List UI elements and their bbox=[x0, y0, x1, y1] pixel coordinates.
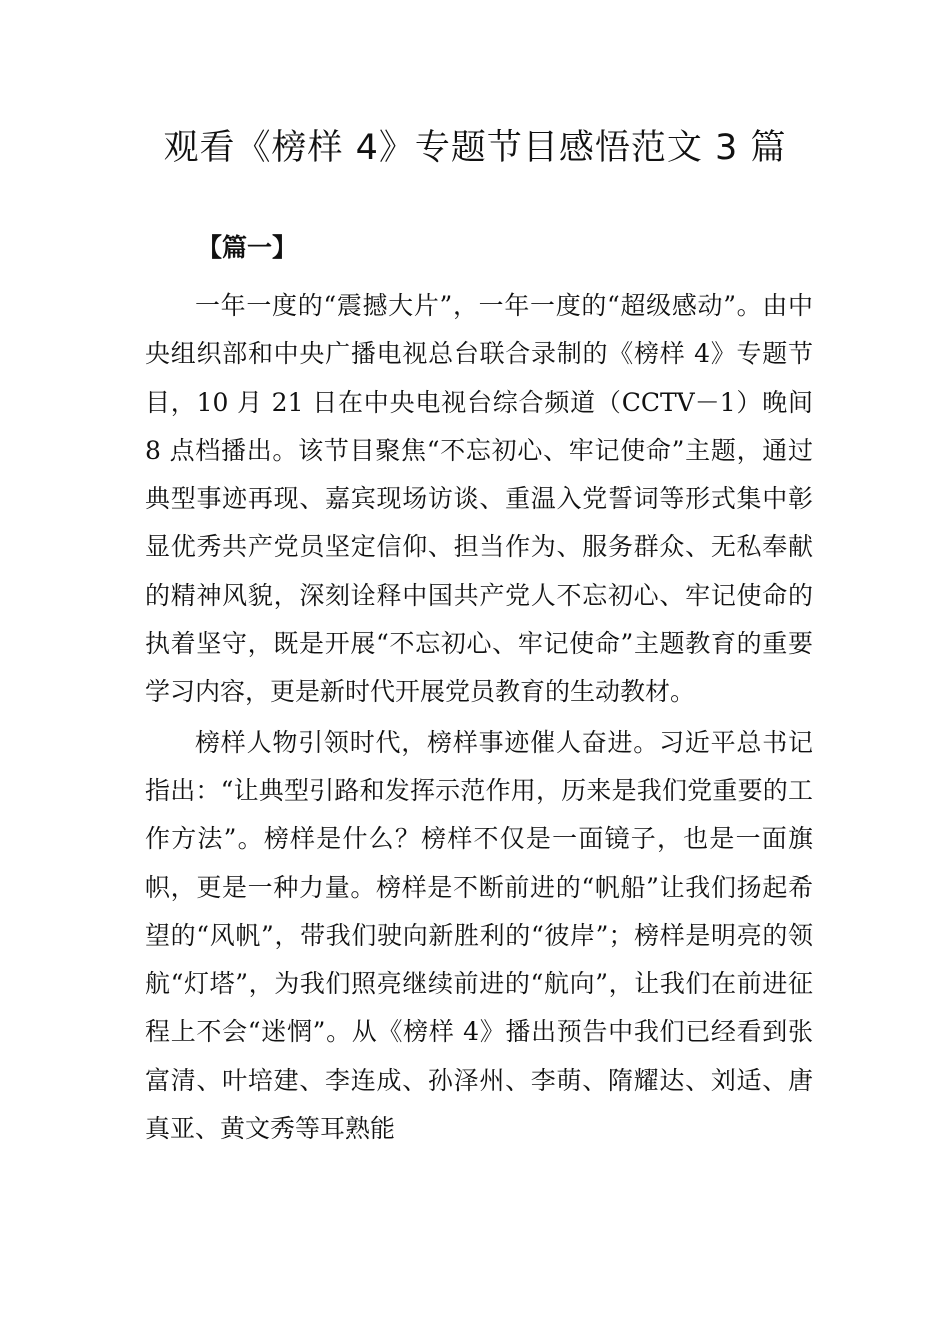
paragraph-1: 一年一度的“震撼大片”，一年一度的“超级感动”。由中央组织部和中央广播电视总台联合录制的《榜样 4》专题节目，10 月 21 日在中央电视台综合频道（CCTV－1）晚间 8 点档播出。该节目聚焦“不忘初心、牢记使命”主题，通过典型事迹再现、嘉宾现场访谈、重温入党誓词等形式集中彰显优秀共产党员坚定信仰、担当作为、服务群众、无私奉献的精神风貌，深刻诠释中国共产党人不忘初心、牢记使命的执着坚守，既是开展“不忘初心、牢记使命”主题教育的重要学习内容，更是新时代开展党员教育的生动教材。 bbox=[145, 291, 813, 707]
document-title: 观看《榜样 4》专题节目感悟范文 3 篇 bbox=[163, 128, 787, 168]
body-text bbox=[145, 254, 813, 1153]
paragraph-2: 榜样人物引领时代，榜样事迹催人奋进。习近平总书记指出：“让典型引路和发挥示范作用，历来是我们党重要的工作方法”。榜样是什么？榜样不仅是一面镜子，也是一面旗帜，更是一种力量。榜样是不断前进的“帆船”让我们扬起希望的“风帆”，带我们驶向新胜利的“彼岸”；榜样是明亮的领航“灯塔”，为我们照亮继续前进的“航向”，让我们在前进征程上不会“迷惘”。从《榜样 4》播出预告中我们已经看到张富清、叶培建、李连成、孙泽州、李萌、隋耀达、刘适、唐真亚、黄文秀等耳熟能 bbox=[145, 727, 813, 1144]
section-label: 【篇一】 bbox=[197, 233, 298, 262]
